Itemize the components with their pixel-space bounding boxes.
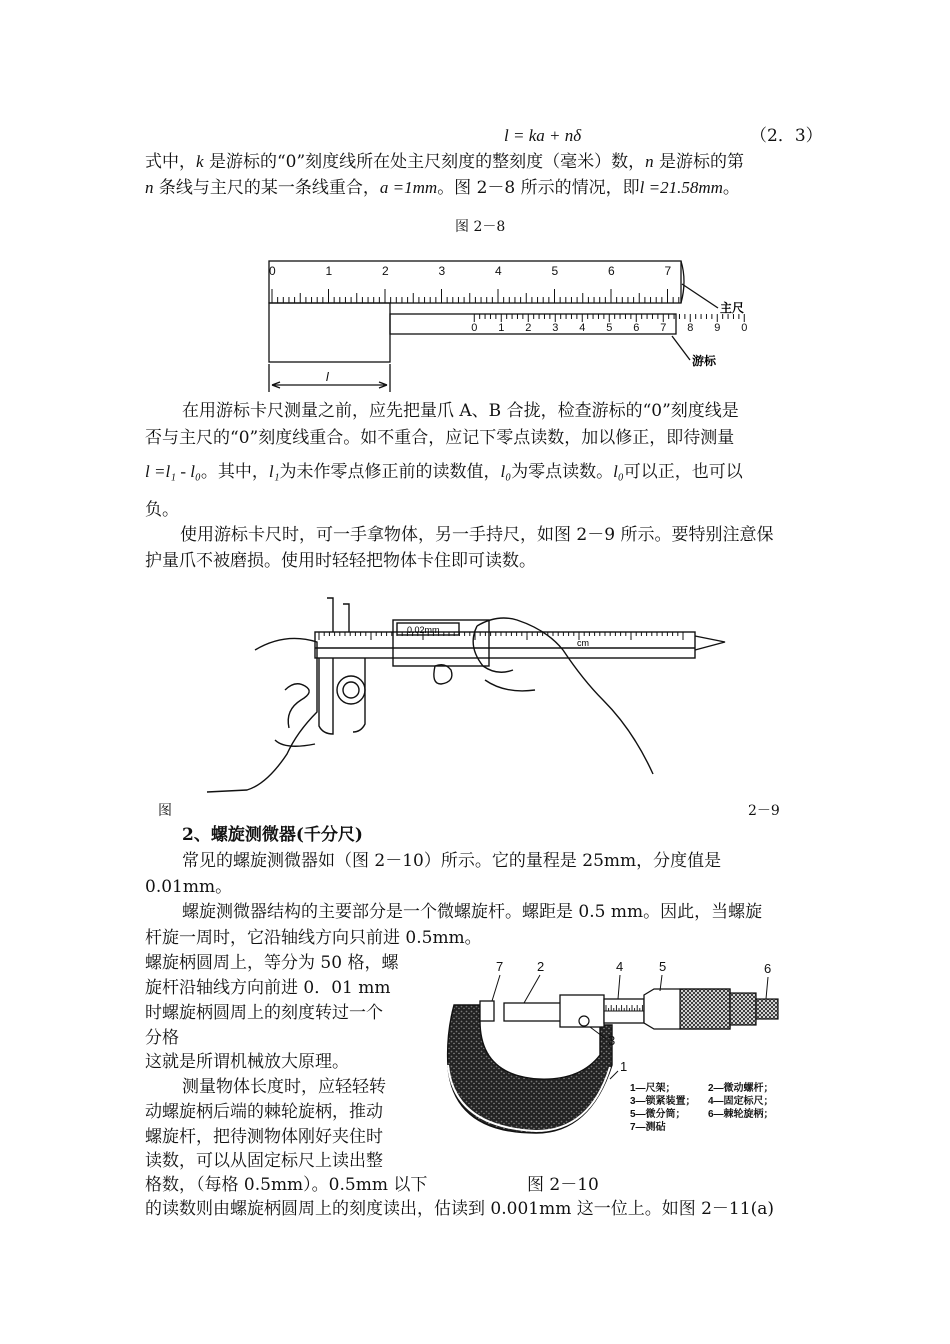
left-col-line-4: 分格 [145, 1028, 179, 1048]
fig210-legend-3: 3—锁紧装置； [630, 1096, 696, 1107]
fig28-vernier-tick-label: 7 [660, 322, 667, 334]
para3-line2: 护量爪不被磨损。使用时轻轻把物体卡住即可读数。 [145, 551, 536, 571]
para4-line2: 0.01mm。 [145, 877, 233, 897]
left-col-line-5: 这就是所谓机械放大原理。 [145, 1052, 349, 1072]
fig210-legend-2: 2—微动螺杆； [708, 1083, 774, 1094]
fig28-main-tick-label: 3 [438, 264, 446, 278]
fig28-vernier-tick-label: 0 [471, 322, 478, 334]
fig28-vernier-tick-label: 6 [633, 322, 640, 334]
para5-line2: 杆旋一周时，它沿轴线方向只前进 0.5mm。 [145, 928, 482, 948]
fig28-vernier-tick-label: 5 [606, 322, 613, 334]
left-col-line-3: 时螺旋柄圆周上的刻度转过一个 [145, 1003, 383, 1023]
fig28-vernier-tick-label: 1 [498, 322, 505, 334]
fig28-main-tick-label: 7 [664, 264, 672, 278]
fig28-vernier-tick-label: 0 [741, 322, 748, 334]
formula-number: （2．3） [750, 126, 823, 146]
fig210-num-5: 5 [659, 959, 667, 974]
formula [504, 123, 581, 149]
fig210-num-6: 6 [764, 961, 772, 976]
fig210-num-2: 2 [537, 959, 545, 974]
fig210-num-7: 7 [496, 959, 504, 974]
left-col-line-7: 动螺旋柄后端的棘轮旋柄，推动 [145, 1102, 383, 1122]
fig29-scale-label: 0.02mm [407, 625, 440, 635]
fig29-caption-left: 图 [158, 803, 172, 819]
fig28-vernier-tick-label: 2 [525, 322, 532, 334]
fig210-legend-5: 5—微分筒； [630, 1109, 686, 1120]
fig28-main-label: 主尺 [720, 301, 745, 315]
fig28-caption: 图 2－8 [455, 219, 506, 235]
fig210-legend-7: 7—测砧 [630, 1122, 666, 1133]
left-col-line-2: 旋杆沿轴线方向前进 0．01 mm [145, 978, 391, 998]
fig29-cm-label: cm [577, 638, 589, 648]
formula-text: l = ka + nδ [504, 126, 582, 145]
fig29-caption-right: 2－9 [748, 803, 780, 819]
fig210-caption: 图 2－10 [527, 1175, 599, 1195]
left-col-line-9: 读数，可以从固定标尺上读出整 [145, 1151, 383, 1171]
fig28-main-tick-label: 0 [269, 264, 276, 278]
para3-line1: 使用游标卡尺时，可一手拿物体，另一手持尺，如图 2－9 所示。要特别注意保 [180, 525, 774, 545]
fig29-caliper-in-hands [215, 590, 715, 795]
fig28-main-tick-label: 5 [551, 264, 559, 278]
fig28-vernier-tick-label: 3 [552, 322, 559, 334]
fig28-vernier-tick-label: 9 [714, 322, 721, 334]
para2-line4: 负。 [145, 500, 179, 520]
para1-line2: n 条线与主尺的某一条线重合，a =1mm。图 2－8 所示的情况，即l =21.58mm。 [145, 178, 740, 198]
fig28-main-tick-label: 6 [608, 264, 615, 278]
last-line: 的读数则由螺旋柄圆周上的刻度读出，估读到 0.001mm 这一位上。如图 2－11(a) [145, 1199, 774, 1219]
fig210-num-4: 4 [616, 959, 624, 974]
para5-line1: 螺旋测微器结构的主要部分是一个微螺旋杆。螺距是 0.5 mm。因此，当螺旋 [182, 902, 763, 922]
para2-line3: l =l₁ - l₀。其中，l₁为未作零点修正前的读数值，l₀为零点读数。l₀可以正，也可以 [145, 462, 743, 482]
fig28-vernier-tick-label: 4 [579, 322, 586, 334]
fig28-vernier-label: 游标 [692, 354, 717, 368]
left-col-line-1: 螺旋柄圆周上，等分为 50 格，螺 [145, 953, 399, 973]
fig210-num-1: 1 [620, 1059, 628, 1074]
left-col-line-10: 格数，（每格 0.5mm）。0.5mm 以下 [145, 1175, 428, 1195]
left-col-line-6: 测量物体长度时，应轻轻转 [182, 1077, 386, 1097]
fig210-micrometer [440, 955, 800, 1155]
fig28-vernier-tick-label: 8 [687, 322, 694, 334]
left-col-line-8: 螺旋杆，把待测物体刚好夹住时 [145, 1127, 383, 1147]
fig210-legend-1: 1—尺架； [630, 1083, 676, 1094]
fig28-main-tick-label: 2 [382, 264, 389, 278]
fig210-legend-4: 4—固定标尺； [708, 1096, 774, 1107]
fig28-l-label: l [326, 370, 329, 384]
para4-line1: 常见的螺旋测微器如（图 2－10）所示。它的量程是 25mm，分度值是 [182, 851, 722, 871]
section-title: 2、螺旋测微器(千分尺) [182, 825, 363, 845]
fig28-vernier-diagram [262, 252, 748, 397]
para2-line1: 在用游标卡尺测量之前，应先把量爪 A、B 合拢，检查游标的“0”刻度线是 [182, 401, 739, 421]
para2-line2: 否与主尺的“0”刻度线重合。如不重合，应记下零点读数，加以修正，即待测量 [145, 428, 735, 448]
fig210-legend-6: 6—棘轮旋柄； [708, 1109, 774, 1120]
para1-line1: 式中，k 是游标的“0”刻度线所在处主尺刻度的整刻度（毫米）数，n 是游标的第 [145, 152, 745, 172]
fig28-main-tick-label: 1 [325, 264, 333, 278]
fig210-num-3: 3 [608, 1033, 616, 1048]
fig28-main-tick-label: 4 [495, 264, 502, 278]
